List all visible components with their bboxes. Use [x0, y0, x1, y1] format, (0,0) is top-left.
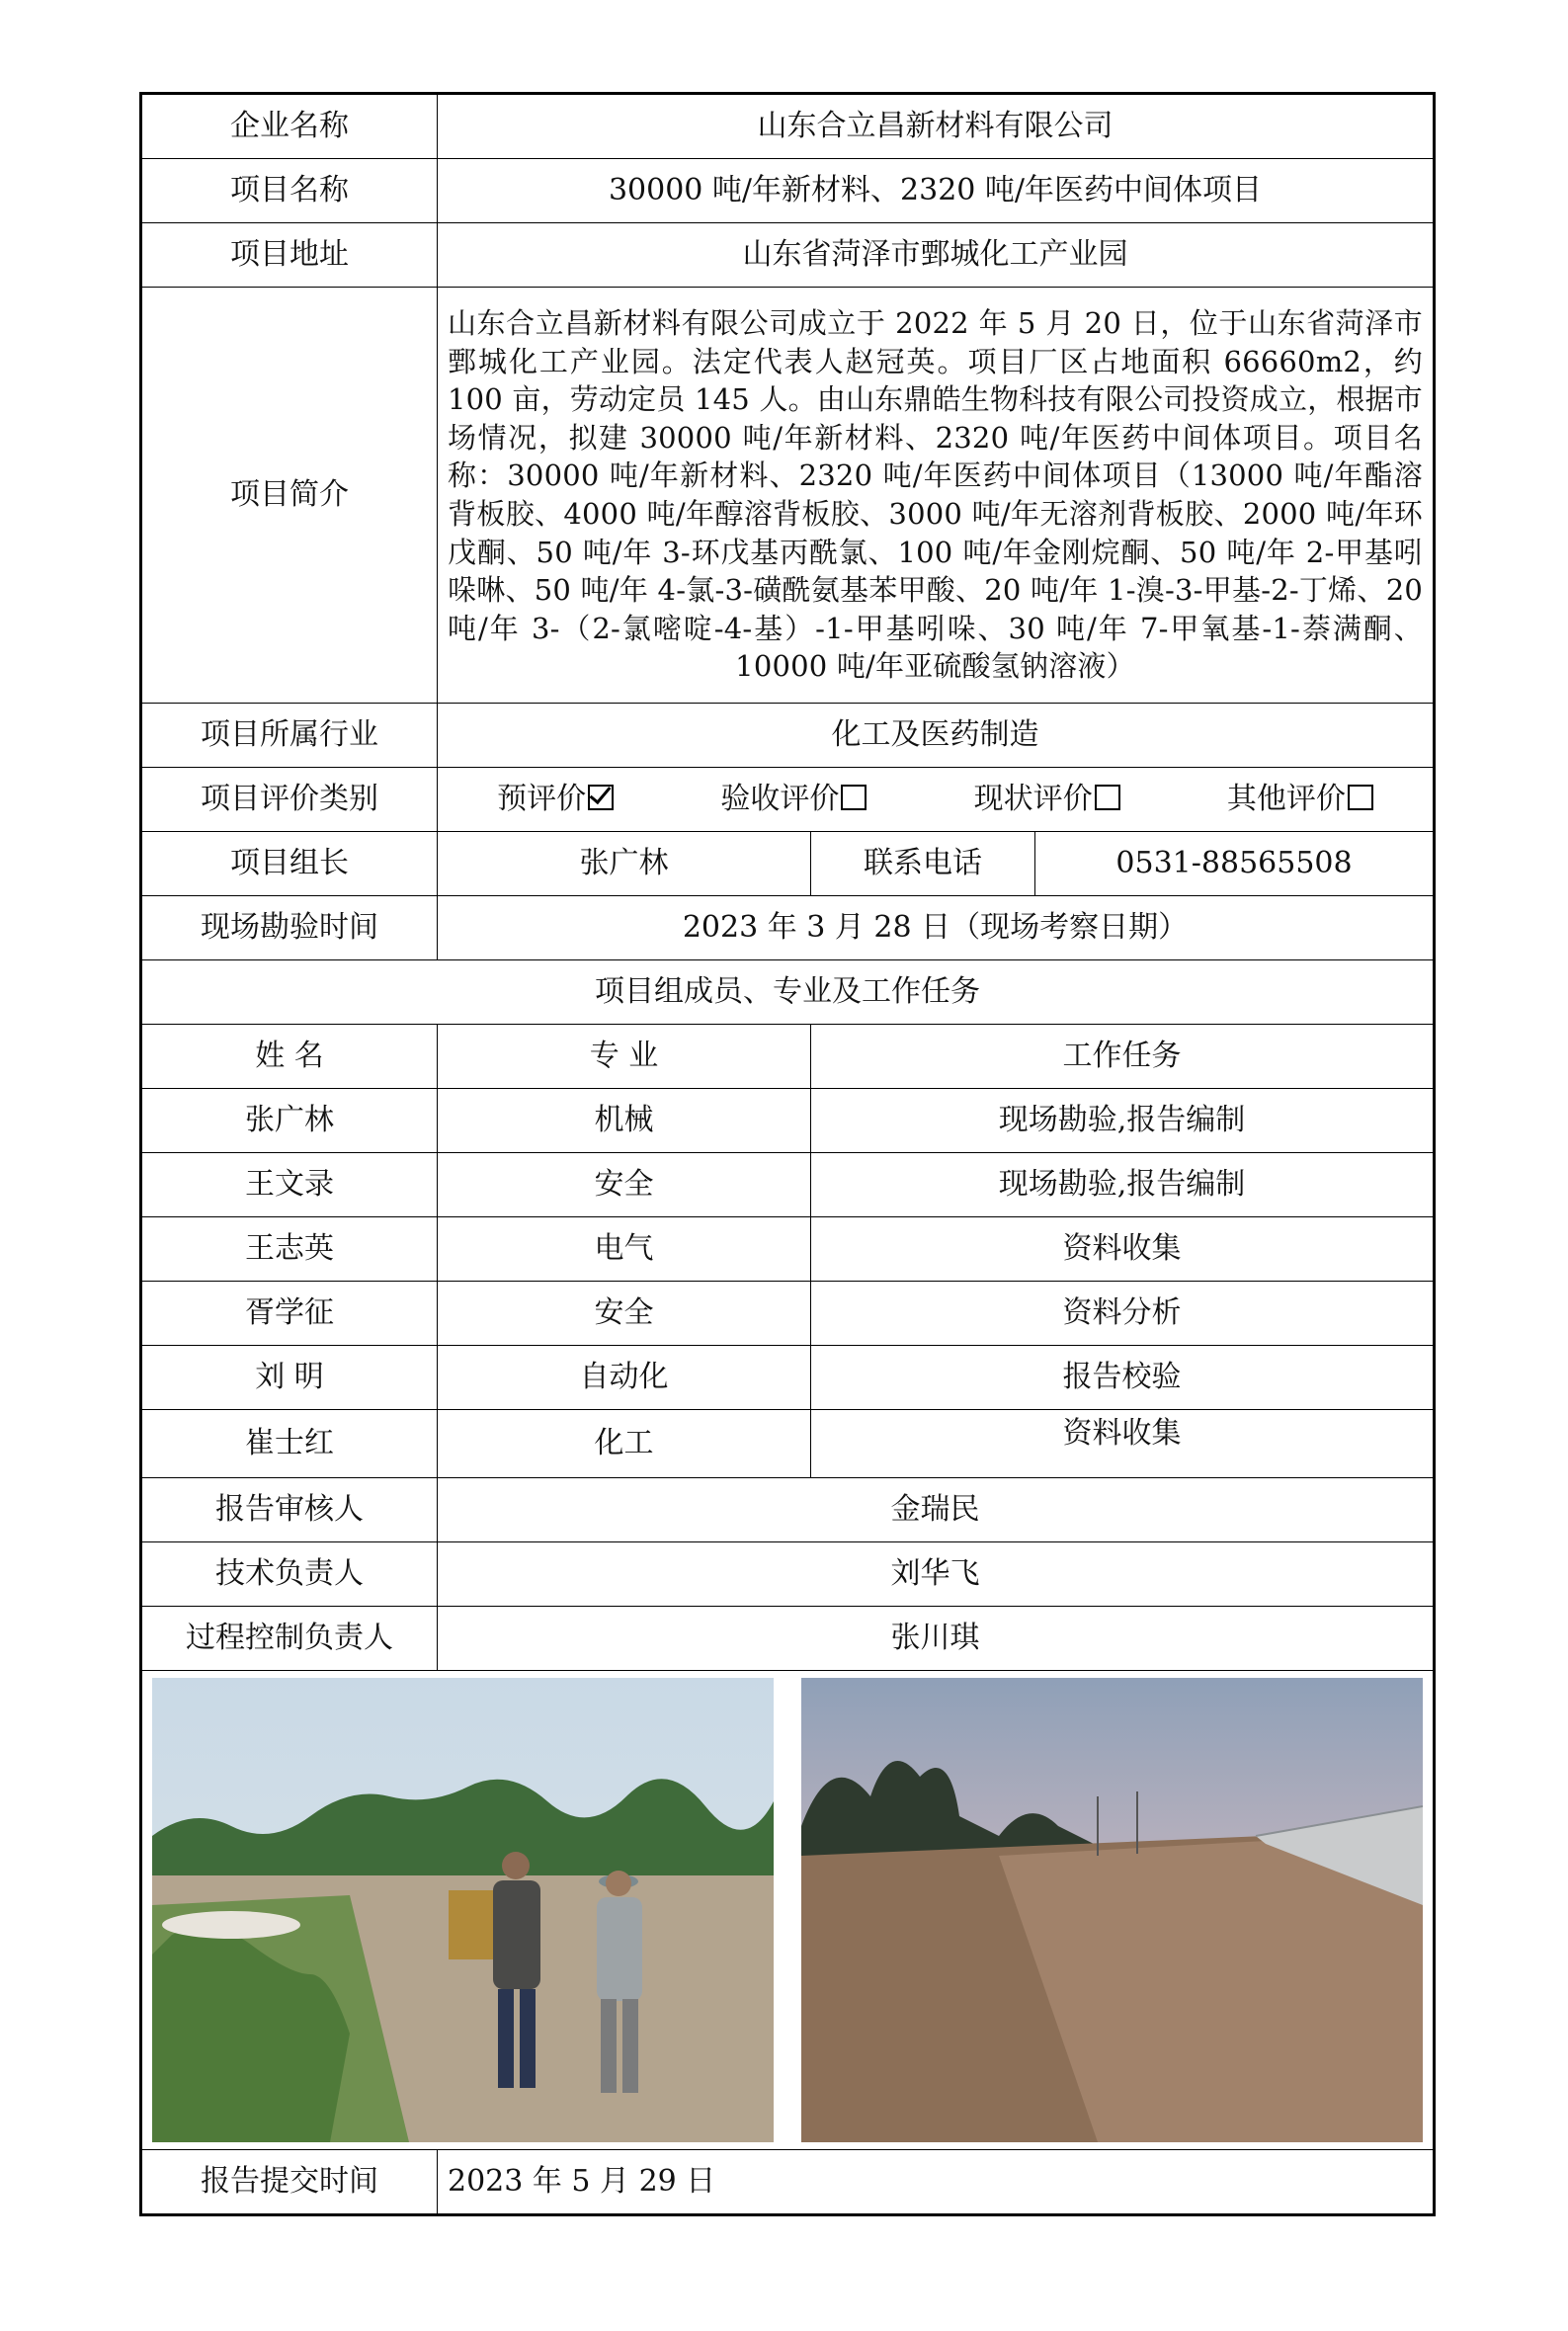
site-photo-team	[152, 1678, 774, 2142]
member-major: 机械	[438, 1089, 811, 1153]
evaluation-category-options	[438, 768, 1435, 832]
members-section-title: 项目组成员、专业及工作任务	[141, 960, 1435, 1025]
table-row	[141, 1153, 1435, 1217]
members-header-major: 专 业	[438, 1025, 811, 1089]
team-leader-label: 项目组长	[141, 832, 438, 896]
company-label: 企业名称	[141, 94, 438, 159]
tech-lead-value: 刘华飞	[438, 1542, 1435, 1607]
option-other-evaluation[interactable]: 其他评价	[1227, 780, 1373, 819]
company-value: 山东合立昌新材料有限公司	[438, 94, 1435, 159]
checkbox-icon[interactable]	[1348, 785, 1373, 810]
process-control-value: 张川琪	[438, 1607, 1435, 1671]
project-address-value: 山东省菏泽市鄄城化工产业园	[438, 223, 1435, 288]
project-info-table	[139, 92, 1436, 2216]
project-name-label: 项目名称	[141, 159, 438, 223]
member-task: 现场勘验,报告编制	[811, 1153, 1435, 1217]
process-control-label: 过程控制负责人	[141, 1607, 438, 1671]
reviewer-label: 报告审核人	[141, 1478, 438, 1542]
member-name: 崔士红	[141, 1410, 438, 1478]
survey-time-value: 2023 年 3 月 28 日（现场考察日期）	[438, 896, 1435, 960]
member-name: 张广林	[141, 1089, 438, 1153]
member-major: 自动化	[438, 1346, 811, 1410]
table-row	[141, 1282, 1435, 1346]
industry-label: 项目所属行业	[141, 704, 438, 768]
team-leader-value: 张广林	[438, 832, 811, 896]
checkbox-icon[interactable]	[841, 785, 867, 810]
member-task: 资料收集	[811, 1410, 1435, 1478]
member-task: 现场勘验,报告编制	[811, 1089, 1435, 1153]
table-row	[141, 1410, 1435, 1478]
option-pre-evaluation[interactable]: 预评价	[497, 780, 614, 819]
project-address-label: 项目地址	[141, 223, 438, 288]
evaluation-category-label: 项目评价类别	[141, 768, 438, 832]
member-major: 化工	[438, 1410, 811, 1478]
members-header-name: 姓 名	[141, 1025, 438, 1089]
submit-time-value: 2023 年 5 月 29 日	[438, 2150, 1435, 2215]
table-row	[141, 1346, 1435, 1410]
project-intro-value: 山东合立昌新材料有限公司成立于 2022 年 5 月 20 日，位于山东省菏泽市鄄城化工产业园。法定代表人赵冠英。项目厂区占地面积 66660m2，约 100 亩，劳动定员 145 人。由山东鼎皓生物科技有限公司投资成立，根据市场情况，拟建 30000 吨/年新材料、2320 吨/年医药中间体项目。项目名称：30000 吨/年新材料、2320 吨/年医药中间体项目（13000 吨/年酯溶背板胶、4000 吨/年醇溶背板胶、3000 吨/年无溶剂背板胶、2000 吨/年环戊酮、50 吨/年 3-环戊基丙酰氯、100 吨/年金刚烷酮、50 吨/年 2-甲基吲哚啉、50 吨/年 4-氯-3-磺酰氨基苯甲酸、20 吨/年 1-溴-3-甲基-2-丁烯、20 吨/年 3-（2-氯嘧啶-4-基）-1-甲基吲哚、30 吨/年 7-甲氧基-1-萘满酮、10000 吨/年亚硫酸氢钠溶液）	[438, 288, 1435, 704]
checkbox-icon[interactable]	[1095, 785, 1120, 810]
site-photos-row	[141, 1671, 1435, 2150]
checkbox-checked-icon[interactable]	[588, 785, 614, 810]
project-name-value: 30000 吨/年新材料、2320 吨/年医药中间体项目	[438, 159, 1435, 223]
project-intro-label: 项目简介	[141, 288, 438, 704]
member-major: 安全	[438, 1153, 811, 1217]
member-task: 资料收集	[811, 1217, 1435, 1282]
option-status-evaluation[interactable]: 现状评价	[974, 780, 1120, 819]
member-name: 胥学征	[141, 1282, 438, 1346]
table-row	[141, 1217, 1435, 1282]
submit-time-label: 报告提交时间	[141, 2150, 438, 2215]
option-acceptance-evaluation[interactable]: 验收评价	[720, 780, 867, 819]
table-row	[141, 1089, 1435, 1153]
site-photo-field	[801, 1678, 1423, 2142]
industry-value: 化工及医药制造	[438, 704, 1435, 768]
member-name: 刘 明	[141, 1346, 438, 1410]
member-major: 电气	[438, 1217, 811, 1282]
reviewer-value: 金瑞民	[438, 1478, 1435, 1542]
members-header-task: 工作任务	[811, 1025, 1435, 1089]
survey-time-label: 现场勘验时间	[141, 896, 438, 960]
member-major: 安全	[438, 1282, 811, 1346]
tech-lead-label: 技术负责人	[141, 1542, 438, 1607]
member-task: 资料分析	[811, 1282, 1435, 1346]
phone-label: 联系电话	[811, 832, 1035, 896]
phone-value: 0531-88565508	[1035, 832, 1435, 896]
member-name: 王文录	[141, 1153, 438, 1217]
member-name: 王志英	[141, 1217, 438, 1282]
member-task: 报告校验	[811, 1346, 1435, 1410]
